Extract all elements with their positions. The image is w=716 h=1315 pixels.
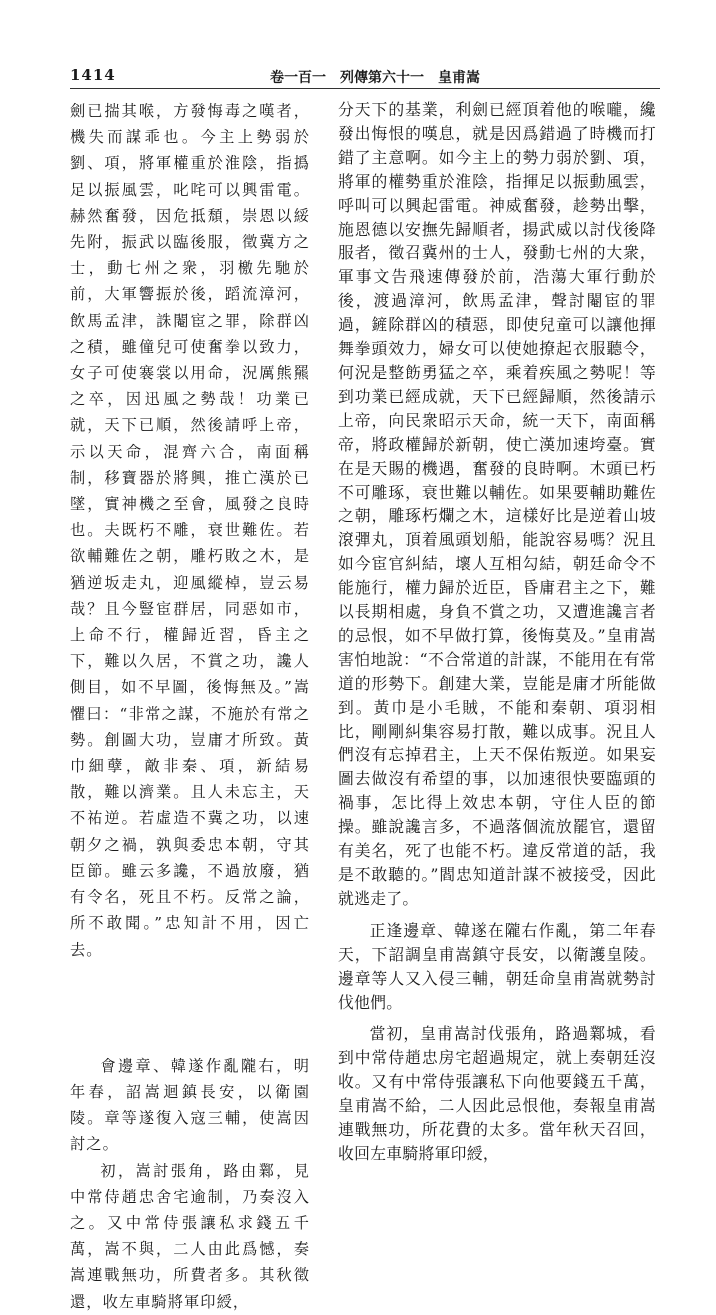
translation-paragraph-2: 正逢邊章、韓遂在隴右作亂，第二年春天，下詔調皇甫嵩鎮守長安，以衛護皇陵。邊章等人又入侵三輔，朝廷命皇甫嵩就勢討伐他們。 (338, 920, 656, 1012)
classical-paragraph-2: 會邊章、韓遂作亂隴右，明年春，詔嵩迴鎮長安，以衛園陵。章等遂復入寇三輔，使嵩因討之。 (70, 1056, 310, 1154)
page-number: 1414 (70, 66, 116, 84)
classical-paragraph-1: 劍已揣其喉，方發悔毒之嘆者，機失而謀乖也。今主上勢弱於劉、項，將軍權重於淮陰，指撝足以振風雲，叱咤可以興雷電。赫然奮發，因危抵頹，崇恩以綏先附，振武以臨後服，徵冀方之士，動七州之衆，羽檄先馳於前，大軍響振於後，蹈流漳河，飲馬孟津，誅閹宦之罪，除群凶之積，雖僮兒可使奮拳以致力，女子可使褰裳以用命，況厲熊羆之卒，因迅風之勢哉！功業已就，天下已順，然後請呼上帝，示以天命，混齊六合，南面稱制，移寶器於將興，推亡漢於已墜，實神機之至會，風發之良時也。夫既朽不雕，衰世難佐。若欲輔難佐之朝，雕朽敗之木，是猶逆坂走丸，迎風縱棹，豈云易哉？且今豎宦群居，同惡如市，上命不行，權歸近習，昏主之下，難以久居，不賞之功，讒人側目，如不早圖，後悔無及。”嵩懼曰：“非常之謀，不施於有常之勢。創圖大功，豈庸才所致。黃巾細孽，敵非秦、項，新結易散，難以濟業。且人未忘主，天不祐逆。若虛造不冀之功，以速朝夕之禍，孰與委忠本朝，守其臣節。雖云多讒，不過放廢，猶有令名，死且不朽。反常之論，所不敢聞。”忠知計不用，因亡去。 (70, 102, 310, 959)
translation-column (338, 98, 656, 1166)
translation-paragraph-1: 分天下的基業，利劍已經頂着他的喉嚨，纔發出悔恨的嘆息，就是因爲錯過了時機而打錯了主意啊。如今主上的勢力弱於劉、項，將軍的權勢重於淮陰，指揮足以振動風雲，呼叫可以興起雷電。神威奮發，趁勢出擊，施恩德以安撫先歸順者，揚武威以討伐後降服者，徵召冀州的士人，發動七州的大衆，軍事文告飛速傳發於前，浩蕩大軍行動於後，渡過漳河，飲馬孟津，聲討閹宦的罪過，鏟除群凶的積惡，即使兒童可以讓他揮舞拳頭效力，婦女可以使她撩起衣服聽令，何況是整飭勇猛之卒，乘着疾風之勢呢！等到功業已經成就，天下已經歸順，然後請示上帝，向民衆昭示天命，統一天下，南面稱帝，將政權歸於新朝，使亡漢加速垮臺。實在是天賜的機遇，奮發的良時啊。木頭已朽不可雕琢，衰世難以輔佐。如果要輔助難佐之朝，雕琢朽爛之木，這樣好比是逆着山坡滾彈丸，頂着風頭划船，能說容易嗎？況且如今宦官糾結，壞人互相勾結，朝廷命令不能施行，權力歸於近臣，昏庸君主之下，難以長期相處，身負不賞之功，又遭進讒言者的忌恨，如不早做打算，後悔莫及。”皇甫嵩害怕地說：“不合常道的計謀，不能用在有常道的形勢下。創建大業，豈能是庸才所能做到。黃巾是小毛賊，不能和秦朝、項羽相比，剛剛糾集容易打散，難以成事。況且人們沒有忘掉君主，上天不保佑叛逆。如果妄圖去做沒有希望的事，以加速很快要臨頭的禍事，怎比得上效忠本朝，守住人臣的節操。雖說讒言多，不過落個流放罷官，還留有美名，死了也能不朽。違反常道的話，我是不敢聽的。”閻忠知道計謀不被接受，因此就逃走了。 (338, 100, 656, 908)
classical-text-column (70, 98, 310, 1315)
paragraph-spacer (70, 963, 310, 1053)
paragraph-spacer (338, 1014, 656, 1022)
translation-paragraph-3: 當初，皇甫嵩討伐張角，路過鄴城，看到中常侍趙忠房宅超過規定，就上奏朝廷沒收。又有中常侍張讓私下向他要錢五千萬，皇甫嵩不給，二人因此忌恨他，奏報皇甫嵩連戰無功，所花費的太多。當年秋天召回，收回左車騎將軍印綬， (338, 1024, 656, 1163)
classical-paragraph-3: 初，嵩討張角，路由鄴，見中常侍趙忠舍宅逾制，乃奏沒入之。又中常侍張讓私求錢五千萬，嵩不與，二人由此爲憾，奏嵩連戰無功，所費者多。其秋徵還，收左車騎將軍印綬， (70, 1161, 310, 1311)
running-title: 卷一百一 列傳第六十一 皇甫嵩 (270, 70, 480, 86)
paragraph-spacer (338, 911, 656, 919)
page-header (70, 66, 660, 88)
header-rule (70, 88, 660, 89)
